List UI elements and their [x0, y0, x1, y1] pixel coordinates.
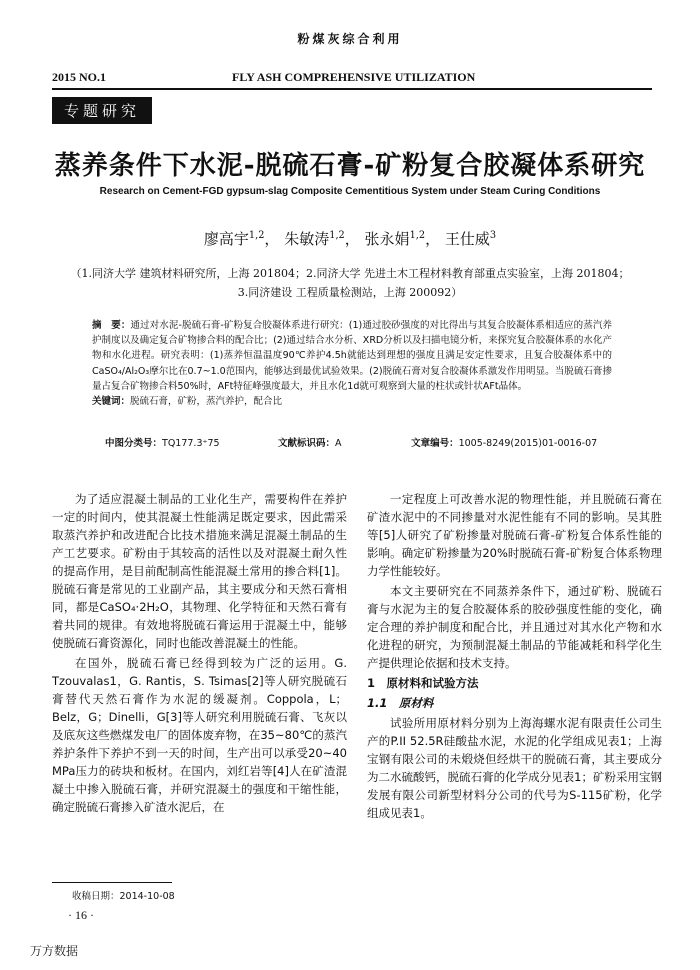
page-number: · 16 ·: [68, 908, 94, 922]
body-column-left: [52, 490, 347, 818]
received-date: 收稿日期：2014-10-08: [72, 891, 175, 902]
paragraph: 一定程度上可改善水泥的物理性能，并且脱硫石膏在矿渣水泥中的不同掺量对水泥性能有不同的影响。吴其胜等[5]人研究了矿粉掺量对脱硫石膏-矿粉复合体系性能的影响。确定矿粉掺量为20%时脱硫石膏-矿粉复合体系物理力学性能较好。: [367, 492, 662, 578]
abstract-label: 摘 要：: [92, 320, 131, 331]
author: 王仕威$^3$: [444, 230, 497, 248]
year-issue: 2015 NO.1: [52, 70, 106, 84]
paragraph: 在国外，脱硫石膏已经得到较为广泛的运用。G. Tzouvalas1，G. Rantis，S. Tsimas[2]等人研究脱硫石膏替代天然石膏作为水泥的缓凝剂。Coppola，L；Belz，G；Dinelli，G[3]等人研究利用脱硫石膏、飞灰以及底灰这些燃煤发电厂的固体废弃物，在35~80℃的蒸汽养护条件下养护不到一天的时间，生产出可以承受20~40 MPa压力的砖块和板材。在国内，刘红岩等[4]人在矿渣混凝土中掺入脱硫石膏，并研究混凝土的强度和干缩性能，确定脱硫石膏掺入矿渣水泥后，在: [52, 656, 347, 814]
paper-title-cn: 蒸养条件下水泥-脱硫石膏-矿粉复合胶凝体系研究: [54, 151, 646, 181]
article-number: 文章编号：1005-8249(2015)01-0016-07: [411, 438, 598, 449]
author: 张永娟$^{1,2}$，: [364, 230, 441, 248]
paragraph: 本文主要研究在不同蒸养条件下，通过矿粉、脱硫石膏与水泥为主的复合胶凝体系的胶砂强度性能的变化，确定合理的养护制度和配合比，并且通过对其水化产物和水化进程的研究，为预制混凝土制品的节能减耗和科学化生产提供理论依据和技术支持。: [367, 584, 662, 670]
footnote-rule: [52, 882, 172, 883]
document-code: 文献标识码：A: [278, 438, 342, 449]
author: 廖高宇$^{1,2}$，: [203, 230, 280, 248]
body-column-right: [367, 490, 662, 824]
affiliation-line: 3.同济建设 工程质量检测站，上海 200092）: [237, 286, 463, 299]
paragraph: 试验所用原材料分别为上海海螺水泥有限责任公司生产的P.II 52.5R硅酸盐水泥，水泥的化学组成见表1；上海宝钢有限公司的未煅烧但经烘干的脱硫石膏，其主要成分为二水硫酸钙，脱硫石膏的化学成分见表1；矿粉采用宝钢发展有限公司新型材料分公司的代号为S-115矿粉，化学组成见表1。: [367, 716, 662, 820]
section-tag: 专题研究: [52, 97, 152, 124]
affiliations: [40, 264, 660, 302]
subsection-heading: 1.1 原材料: [367, 696, 434, 710]
watermark: 万方数据: [30, 944, 79, 958]
classification-row: [105, 435, 605, 449]
keywords: 关键词：脱硫石膏，矿粉，蒸汽养护，配合比: [92, 396, 283, 408]
author: 朱敏涛$^{1,2}$，: [284, 230, 360, 248]
paper-title-en: Research on Cement-FGD gypsum-slag Composite Cementitious System under Steam Curing Conditions: [99, 186, 601, 197]
clc-code: 中图分类号：TQ177.3⁺75: [105, 438, 220, 449]
abstract: [92, 318, 612, 409]
affiliation-line: （1.同济大学 建筑材料研究所，上海 201804；2.同济大学 先进土木工程材料教育部重点实验室，上海 201804；: [70, 267, 630, 280]
journal-title-en: FLY ASH COMPREHENSIVE UTILIZATION: [232, 70, 476, 84]
paragraph: 为了适应混凝土制品的工业化生产，需要构件在养护一定的时间内，使其混凝土性能满足既定要求，因此需采取蒸汽养护和改进配合比技术措施来满足混凝土制品的生产工艺要求。矿粉由于其较高的活性以及对混凝土耐久性的提高作用，是目前配制高性能混凝土常用的掺合料[1]。脱硫石膏是常见的工业副产品，其主要成分和天然石膏相同，都是CaSO₄·2H₂O，其物理、化学特征和天然石膏有着共同的规律。有效地将脱硫石膏运用于混凝土中，能够使脱硫石膏资源化，同时也能改善混凝土的性能。: [52, 492, 347, 650]
abstract-body: 摘 要：通过对水泥-脱硫石膏-矿粉复合胶凝体系进行研究：(1)通过胶砂强度的对比得出与其复合胶凝体系相适应的蒸汽养护制度以及确定复合矿物掺合料的配合比；(2)通过结合水分析、XRD分析以及扫描电镜分析，来探究复合胶凝体系的水化产物和水化进程。研究表明：(1)蒸养恒温温度90℃养护4.5h就能达到理想的强度且满足安定性要求，且复合胶凝体系中的CaSO₄/Al₂O₃摩尔比在0.7~1.0范围内，能够达到最优试验效果。(2)脱硫石膏对复合胶凝体系激发作用明显。当脱硫石膏掺量占复合矿物掺合料50%时，AFt特征峰强度最大，并且水化1d就可观察到大量的柱状或针状AFt晶体。: [92, 320, 612, 392]
header-rule: [52, 88, 652, 90]
journal-title-cn: 粉煤灰综合利用: [297, 32, 403, 46]
section-heading: 1 原材料和试验方法: [367, 676, 479, 690]
author-list: [0, 228, 700, 249]
keywords-label: 关键词：: [92, 396, 131, 408]
